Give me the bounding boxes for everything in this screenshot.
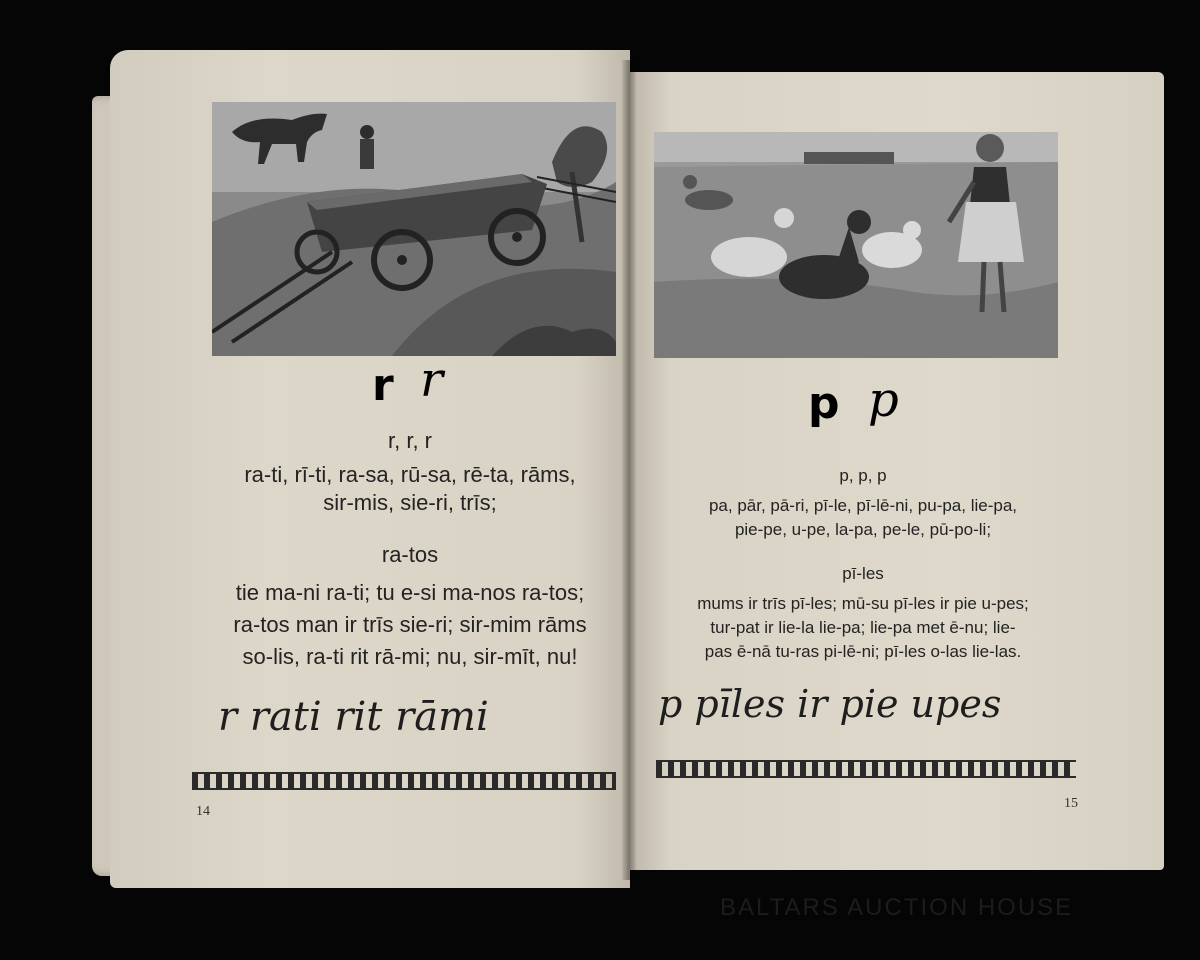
left-story-line-3: so-lis, ra-ti rit rā-mi; nu, sir-mīt, nu! xyxy=(242,644,578,669)
right-script-letter: p xyxy=(868,372,899,428)
left-cursive-line: r rati rit rāmi xyxy=(218,694,489,740)
left-ornament-border xyxy=(192,772,616,790)
left-script-letter: r xyxy=(420,352,443,408)
left-subtitle: ra-tos xyxy=(381,542,439,567)
right-story-line-1: mums ir trīs pī-les; mū-su pī-les ir pie u-pes; xyxy=(697,594,1029,613)
left-story-line-1: tie ma-ni ra-ti; tu e-si ma-nos ra-tos; xyxy=(235,580,585,605)
left-syllables-line-2: sir-mis, sie-ri, trīs; xyxy=(323,490,497,515)
right-syllables-line-1: pa, pār, pā-ri, pī-le, pī-lē-ni, pu-pa, lie-pa, xyxy=(708,496,1018,515)
right-cursive-line: p pīles ir pie upes xyxy=(658,682,1002,726)
right-letters-line: p, p, p xyxy=(839,466,887,485)
right-syllables-line-2: pie-pe, u-pe, la-pa, pe-le, pū-po-li; xyxy=(734,520,992,539)
right-print-letter: p xyxy=(808,378,840,429)
ducks-girl-illustration xyxy=(654,132,1058,358)
left-print-letter: r xyxy=(372,360,394,411)
left-page-number: 14 xyxy=(196,804,210,819)
right-subtitle: pī-les xyxy=(842,564,884,583)
left-story-line-2: ra-tos man ir trīs sie-ri; sir-mim rāms xyxy=(233,612,587,637)
right-story-line-3: pas ē-nā tu-ras pi-lē-ni; pī-les o-las lie-las. xyxy=(704,642,1022,661)
left-letters-line: r, r, r xyxy=(388,428,432,453)
auction-house-watermark: BALTARS AUCTION HOUSE xyxy=(720,894,1074,921)
right-page-number: 15 xyxy=(1064,796,1078,811)
horse-cart-illustration xyxy=(212,102,616,356)
right-story-line-2: tur-pat ir lie-la lie-pa; lie-pa met ē-nu; lie- xyxy=(710,618,1016,637)
right-ornament-border xyxy=(656,760,1076,778)
left-syllables-line-1: ra-ti, rī-ti, ra-sa, rū-sa, rē-ta, rāms, xyxy=(244,462,576,487)
